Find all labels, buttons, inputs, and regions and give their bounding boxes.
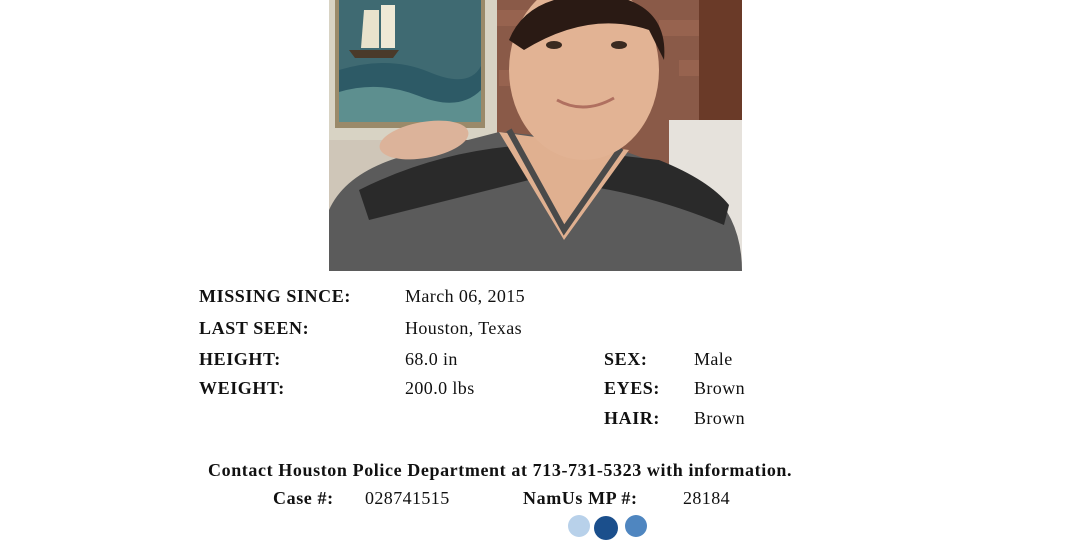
namus-value: 28184 — [683, 488, 730, 508]
sex-value: Male — [694, 349, 733, 369]
last-seen-value: Houston, Texas — [405, 318, 523, 338]
case-value: 028741515 — [365, 488, 450, 508]
weight-label: WEIGHT: — [199, 378, 285, 398]
hair-value: Brown — [694, 408, 745, 428]
hair-label: HAIR: — [604, 408, 660, 428]
sex-label: SEX: — [604, 349, 648, 369]
logo-circles-icon — [566, 514, 656, 540]
photo-illustration — [329, 0, 742, 271]
weight-value: 200.0 lbs — [405, 378, 475, 398]
case-label: Case #: — [273, 488, 334, 508]
height-value: 68.0 in — [405, 349, 458, 369]
contact-line: Contact Houston Police Department at 713-731-5323 with information. — [208, 460, 793, 480]
eyes-value: Brown — [694, 378, 745, 398]
missing-person-photo — [329, 0, 742, 271]
last-seen-label: LAST SEEN: — [199, 318, 310, 338]
namus-logo — [566, 514, 656, 540]
namus-label: NamUs MP #: — [523, 488, 638, 508]
height-label: HEIGHT: — [199, 349, 281, 369]
missing-since-label: MISSING SINCE: — [199, 286, 351, 306]
missing-since-value: March 06, 2015 — [405, 286, 526, 306]
eyes-label: EYES: — [604, 378, 661, 398]
